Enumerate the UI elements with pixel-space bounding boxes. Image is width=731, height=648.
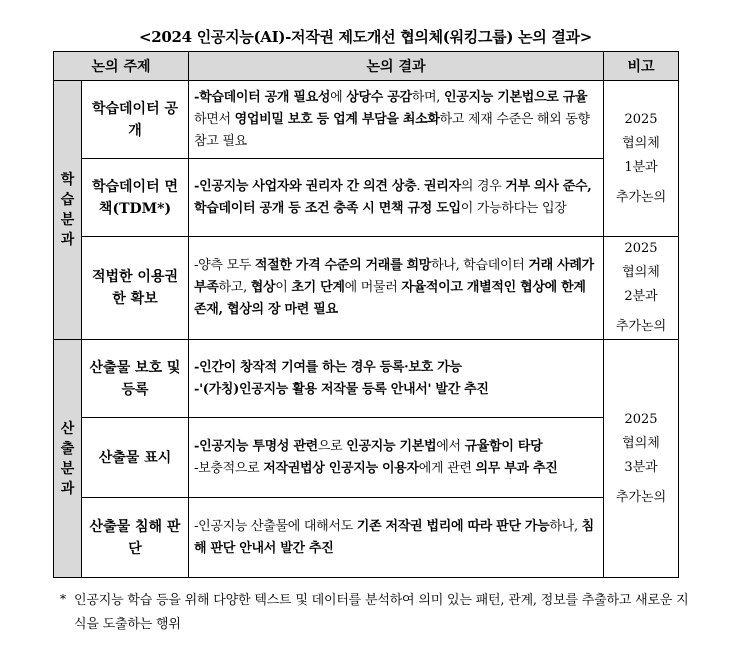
table-row	[54, 237, 679, 340]
result-text-run: 협상	[250, 280, 276, 295]
table-row	[54, 340, 679, 418]
result-text-run: -인공지능 투명성 관련	[194, 438, 318, 454]
result-text-run: 거부 의사 준수, 학습데이터 공개 등 조건 충족 시 면책 규정 도입	[194, 178, 592, 216]
result-text-run: 권리자	[424, 178, 461, 194]
category-cell	[54, 81, 82, 340]
note-cell	[604, 81, 679, 237]
result-text-run: 하나,	[549, 518, 582, 534]
result-text-run: -학습데이터 공개 필요성	[194, 89, 331, 105]
category-char: 학	[60, 172, 75, 188]
result-text-run: 에서	[436, 438, 465, 454]
result-text-run: -보충적으로	[194, 460, 264, 476]
result-text-run: 으로	[317, 438, 347, 454]
result-text-run: 적절한 가격 수준의 거래를 희망	[254, 258, 432, 273]
result-text-run: 저작권법상 인공지능 이용자	[263, 460, 419, 476]
note-cell	[604, 340, 679, 578]
category-char: 과	[60, 232, 75, 248]
result-cell	[189, 340, 604, 418]
result-cell	[189, 498, 604, 578]
table-row	[54, 498, 679, 578]
topic-cell: 학습데이터 공개	[82, 81, 189, 159]
result-text-run: 의무 부과 추진	[475, 460, 558, 476]
result-text-run: -인공지능 산출물에 대해서도	[194, 518, 357, 534]
category-cell	[54, 340, 82, 578]
result-text-run: 하고 제재 수준은 해외 동향 참고 필요	[194, 111, 590, 149]
result-text-run: 영업비밀 보호 등 업계 부담을 최소화	[234, 111, 440, 127]
topic-cell: 산출물 표시	[82, 418, 189, 498]
note-line: 2025	[624, 111, 658, 127]
table-row	[54, 81, 679, 159]
result-cell	[189, 237, 604, 340]
discussion-results-table	[53, 51, 679, 578]
note-line: 추가논의	[615, 319, 667, 334]
result-text-run: 거래 사례가 부족	[194, 258, 594, 295]
category-char: 습	[60, 192, 75, 208]
header-result: 논의 결과	[189, 52, 604, 81]
document-title: <2024 인공지능(AI)-저작권 제도개선 협의체(워킹그룹) 논의 결과>	[138, 28, 593, 46]
result-text-run: 인공지능 기본법	[346, 438, 437, 454]
category-char: 과	[60, 480, 75, 497]
result-text-run: -'(가칭)인공지능 활용 저작물 등록 안내서' 발간 추진	[194, 381, 489, 397]
result-cell	[189, 81, 604, 159]
note-line: 협의체	[622, 135, 660, 151]
result-text-run: 이 가능하다는 입장	[460, 200, 567, 216]
result-text-run: 하면서	[194, 111, 235, 127]
table-row	[54, 159, 679, 237]
note-line: 3분과	[624, 459, 658, 475]
result-text-run: 인공지능 기본법으로 규율	[443, 89, 588, 105]
result-text-run: -인공지능 사업자와 권리자 간 의견 상충	[194, 178, 417, 194]
result-cell	[189, 159, 604, 237]
note-cell	[604, 237, 679, 340]
result-text-run: 자율적이고 개별적인 협상에 한계 존재, 협상의 장 마련 필요	[194, 280, 586, 317]
header-topic: 논의 주제	[54, 52, 189, 81]
note-line: 추가논의	[615, 189, 667, 205]
result-text-run: 침해 판단 안내서 발간 추진	[194, 518, 594, 556]
note-line: 1분과	[624, 159, 658, 175]
category-char: 산	[60, 420, 75, 437]
result-text-run: 에	[330, 89, 347, 105]
category-char: 분	[60, 212, 75, 228]
table-row	[54, 418, 679, 498]
result-text-run: 이	[275, 280, 292, 295]
topic-cell: 적법한 이용권한 확보	[82, 237, 189, 340]
result-text-run: 하나, 학습데이터	[431, 258, 529, 273]
result-cell	[189, 418, 604, 498]
result-text-run: 초기 단계	[291, 280, 345, 295]
footnote	[60, 589, 700, 637]
table-header-row	[54, 52, 679, 81]
result-text-run: -양측 모두	[194, 258, 255, 273]
result-text-run: 기존 저작권 법리에 따라 판단 가능	[356, 518, 550, 534]
result-text-run: .	[416, 178, 425, 194]
header-note: 비고	[604, 52, 679, 81]
note-line: 2025	[624, 241, 658, 256]
result-text-run: 하고,	[218, 280, 251, 295]
topic-cell: 산출물 보호 및 등록	[82, 340, 189, 418]
result-text-run: 에 머물러	[344, 280, 402, 295]
note-line: 2025	[624, 411, 658, 427]
result-text-run: 상당수 공감	[346, 89, 412, 105]
category-char: 분	[60, 460, 75, 477]
topic-cell: 산출물 침해 판단	[82, 498, 189, 578]
result-text-run: -인간이 창작적 기여를 하는 경우 등록·보호 가능	[194, 359, 462, 375]
footnote-mark: *	[60, 592, 66, 606]
result-text-run: 의 경우	[460, 178, 506, 194]
result-text-run: 에게 관련	[418, 460, 476, 476]
result-text-run: 규율함이 타당	[464, 438, 543, 454]
note-line: 협의체	[622, 265, 660, 280]
result-text-run: 하며,	[411, 89, 444, 105]
footnote-text: 인공지능 학습 등을 위해 다양한 텍스트 및 데이터를 분석하여 의미 있는 패턴, 관계, 정보를 추출하고 새로운 지식을 도출하는 행위	[74, 593, 689, 632]
note-line: 협의체	[622, 435, 660, 451]
note-line: 2분과	[624, 289, 658, 304]
category-char: 출	[60, 440, 75, 457]
note-line: 추가논의	[615, 489, 667, 505]
topic-cell: 학습데이터 면책(TDM*)	[82, 159, 189, 237]
